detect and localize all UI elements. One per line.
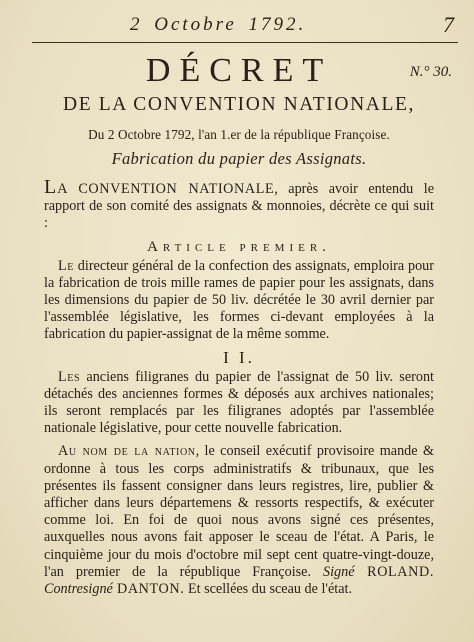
article-1-lead: Le (58, 257, 74, 274)
countersigned-name: DANTON. (112, 581, 185, 598)
decree-number: N.° 30. (409, 64, 452, 80)
preamble-paragraph (44, 176, 434, 233)
closing-lead: Au nom de la nation (58, 443, 196, 460)
dropcap: L (44, 176, 58, 198)
header-date: 2 Octobre 1792. (130, 14, 307, 35)
document-title: DÉCRET (145, 52, 333, 89)
article-2-paragraph (44, 369, 434, 438)
article-1-text: directeur général de la confection des assignats, emploira pour la fabrication de trois mille rames de papier pour les assignats, dans les dimensions du papier de 50 liv. décrétée le 30 avril dernier par l'assemblée législative, les formes ci-devant employées à la fabrication du papier-assignat de la même somme. (44, 257, 434, 343)
signed-label: Signé (323, 563, 355, 580)
header-rule (32, 42, 458, 43)
preamble-text: , après avoir entendu le rapport de son comité des assignats & monnoies, décrète ce qui suit : (44, 181, 434, 232)
title-row (44, 50, 452, 94)
article-2-text: anciens filigranes du papier de l'assignat de 50 liv. seront détachés des anciennes formes & déposés aux archives nationales; ils seront remplacés par les filigranes adoptés par l'assemblée nationale législative, pour cette nouvelle fabrication. (44, 368, 434, 437)
article-1-paragraph (44, 258, 434, 344)
dateline: Du 2 Octobre 1792, l'an 1.er de la république Françoise. (88, 127, 390, 142)
page-header (44, 6, 454, 42)
signed-name: ROLAND. (354, 563, 434, 580)
document-subtitle: DE LA CONVENTION NATIONALE, (63, 94, 415, 115)
closing-paragraph (44, 443, 434, 598)
countersigned-label: Contresigné (44, 581, 113, 598)
page-number: 7 (443, 12, 454, 37)
article-2-lead: Les (58, 368, 81, 385)
article-1-heading: Article premier. (147, 238, 331, 255)
closing-text-2: Et scellées du sceau de l'état. (184, 581, 353, 598)
article-2-heading: I I. (223, 347, 255, 367)
preamble-lead: A CONVENTION NATIONALE (57, 181, 275, 197)
decree-topic: Fabrication du papier des Assignats. (111, 149, 367, 168)
closing-text-1: , le conseil exécutif provisoire mande & ordonne à tous les corps administratifs & tribunaux, que les présentes ils fassent consigner dans leurs registres, lire, publier & afficher dans leurs départemens & ressorts respectifs, & exécuter comme loi. En foi de quoi nous avons signé ces présentes, auxquelles nous avons fait apposer le sceau de l'état. A Paris, le cinquième jour du mois d'octobre mil sept cent quatre-vingt-douze, l'an premier de la république Françoise. (44, 443, 434, 580)
